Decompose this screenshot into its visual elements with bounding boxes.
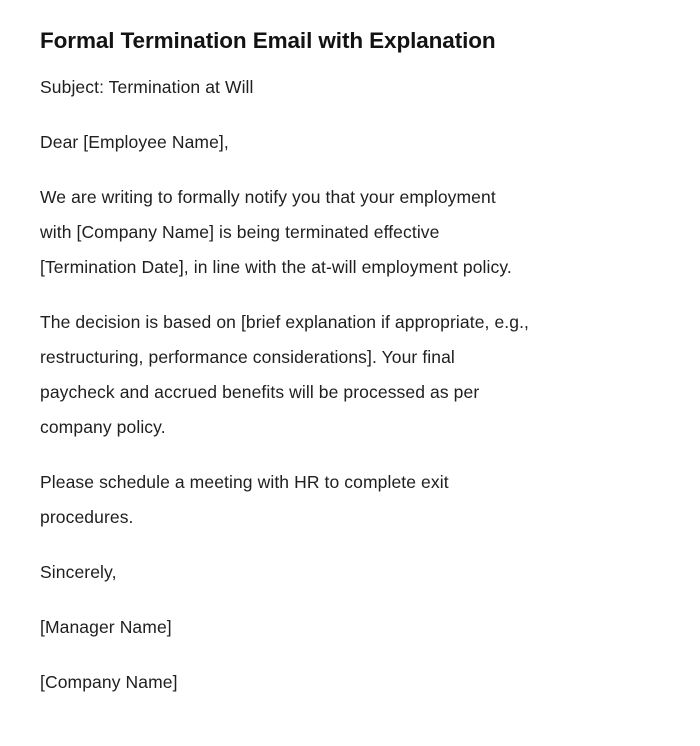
signature-company-name: [Company Name]	[40, 672, 178, 693]
document-title: Formal Termination Email with Explanation	[40, 28, 496, 53]
email-subject-line: Subject: Termination at Will	[40, 77, 254, 98]
signature-manager-name: [Manager Name]	[40, 617, 172, 638]
email-greeting: Dear [Employee Name],	[40, 132, 229, 153]
email-body-paragraph: The decision is based on [brief explanation if appropriate, e.g., restructuring, performance considerations]. Your final paycheck and accrued benefits will be processed as per company policy.	[40, 312, 530, 438]
email-closing: Sincerely,	[40, 562, 117, 583]
email-body-paragraph: We are writing to formally notify you that your employment with [Company Name] is being terminated effective [Termination Date], in line with the at-will employment policy.	[40, 187, 512, 278]
email-body-paragraph: Please schedule a meeting with HR to complete exit procedures.	[40, 472, 449, 528]
